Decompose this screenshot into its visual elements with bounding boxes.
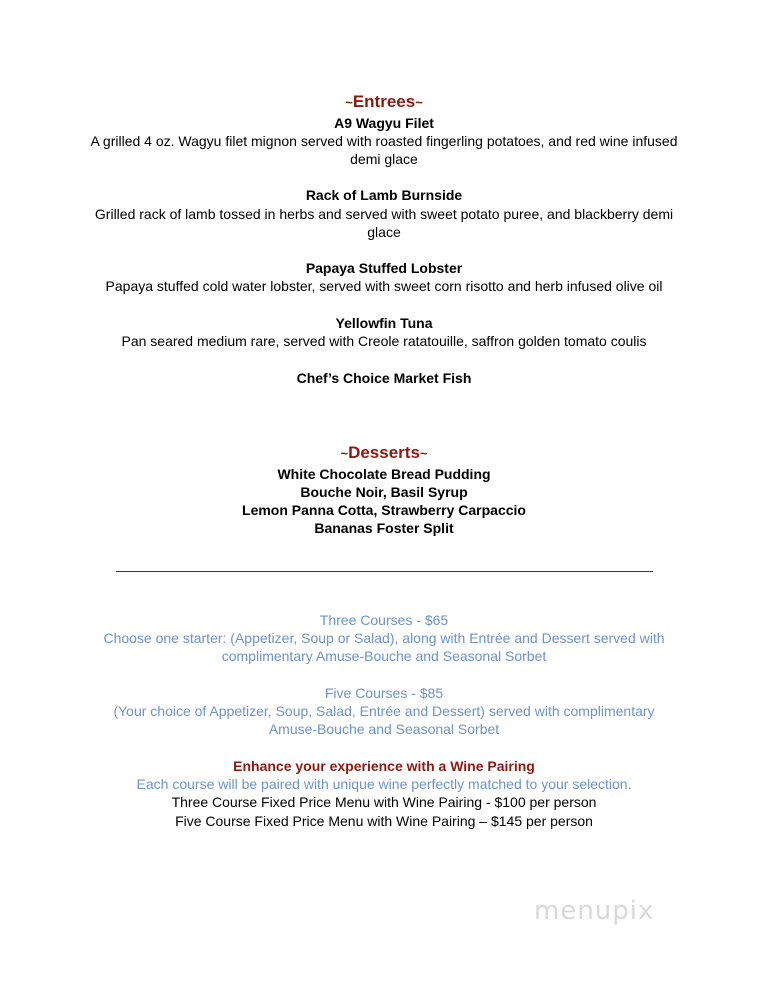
three-course-wine-price: Three Course Fixed Price Menu with Wine Pairing - $100 per person — [171, 794, 597, 810]
entrees-heading — [0, 92, 768, 113]
dish-description: Grilled rack of lamb tossed in herbs and served with sweet potato puree, and blackberry demi — [94, 206, 674, 222]
three-courses-title: Three Courses - $65 — [319, 612, 449, 628]
section-divider — [116, 571, 653, 572]
dish-name: Chef’s Choice Market Fish — [296, 370, 472, 386]
dessert-item: White Chocolate Bread Pudding — [277, 466, 491, 482]
five-courses-title: Five Courses - $85 — [324, 685, 444, 701]
entrees-heading-prefix: ~ — [345, 95, 353, 110]
wine-pairing-heading: Enhance your experience with a Wine Pairing — [233, 758, 535, 774]
five-courses-description: Amuse-Bouche and Seasonal Sorbet — [268, 721, 500, 737]
dessert-item: Bananas Foster Split — [314, 520, 454, 536]
dish-description: demi glace — [350, 151, 418, 167]
dish-name: Yellowfin Tuna — [335, 315, 433, 331]
dish-description: glace — [367, 224, 401, 240]
entrees-heading-suffix: ~ — [415, 95, 423, 110]
wine-pairing-subtext: Each course will be paired with unique wine perfectly matched to your selection. — [136, 776, 632, 792]
entrees-heading-text: Entrees — [352, 92, 416, 111]
five-courses-description: (Your choice of Appetizer, Soup, Salad, Entrée and Dessert) served with complimentary — [113, 703, 655, 719]
menupix-watermark: menupix — [534, 896, 655, 926]
three-courses-description: Choose one starter: (Appetizer, Soup or Salad), along with Entrée and Dessert served with — [103, 630, 665, 646]
dish-name: A9 Wagyu Filet — [334, 115, 434, 131]
desserts-heading-suffix: ~ — [419, 446, 428, 461]
dish-description: A grilled 4 oz. Wagyu filet mignon served with roasted fingerling potatoes, and red wine infused — [90, 133, 678, 149]
desserts-heading-text: Desserts — [348, 443, 420, 462]
dessert-item: Lemon Panna Cotta, Strawberry Carpaccio — [242, 502, 526, 518]
dish-description: Papaya stuffed cold water lobster, served with sweet corn risotto and herb infused olive oil — [105, 278, 663, 294]
dish-name: Rack of Lamb Burnside — [305, 187, 463, 203]
desserts-heading-prefix: ~ — [340, 446, 349, 461]
five-course-wine-price: Five Course Fixed Price Menu with Wine Pairing – $145 per person — [175, 813, 593, 829]
dish-description: Pan seared medium rare, served with Creole ratatouille, saffron golden tomato coulis — [121, 333, 647, 349]
dessert-item: Bouche Noir, Basil Syrup — [300, 484, 468, 500]
three-courses-description: complimentary Amuse-Bouche and Seasonal Sorbet — [221, 648, 547, 664]
dish-name: Papaya Stuffed Lobster — [305, 260, 463, 276]
desserts-heading — [0, 443, 768, 464]
